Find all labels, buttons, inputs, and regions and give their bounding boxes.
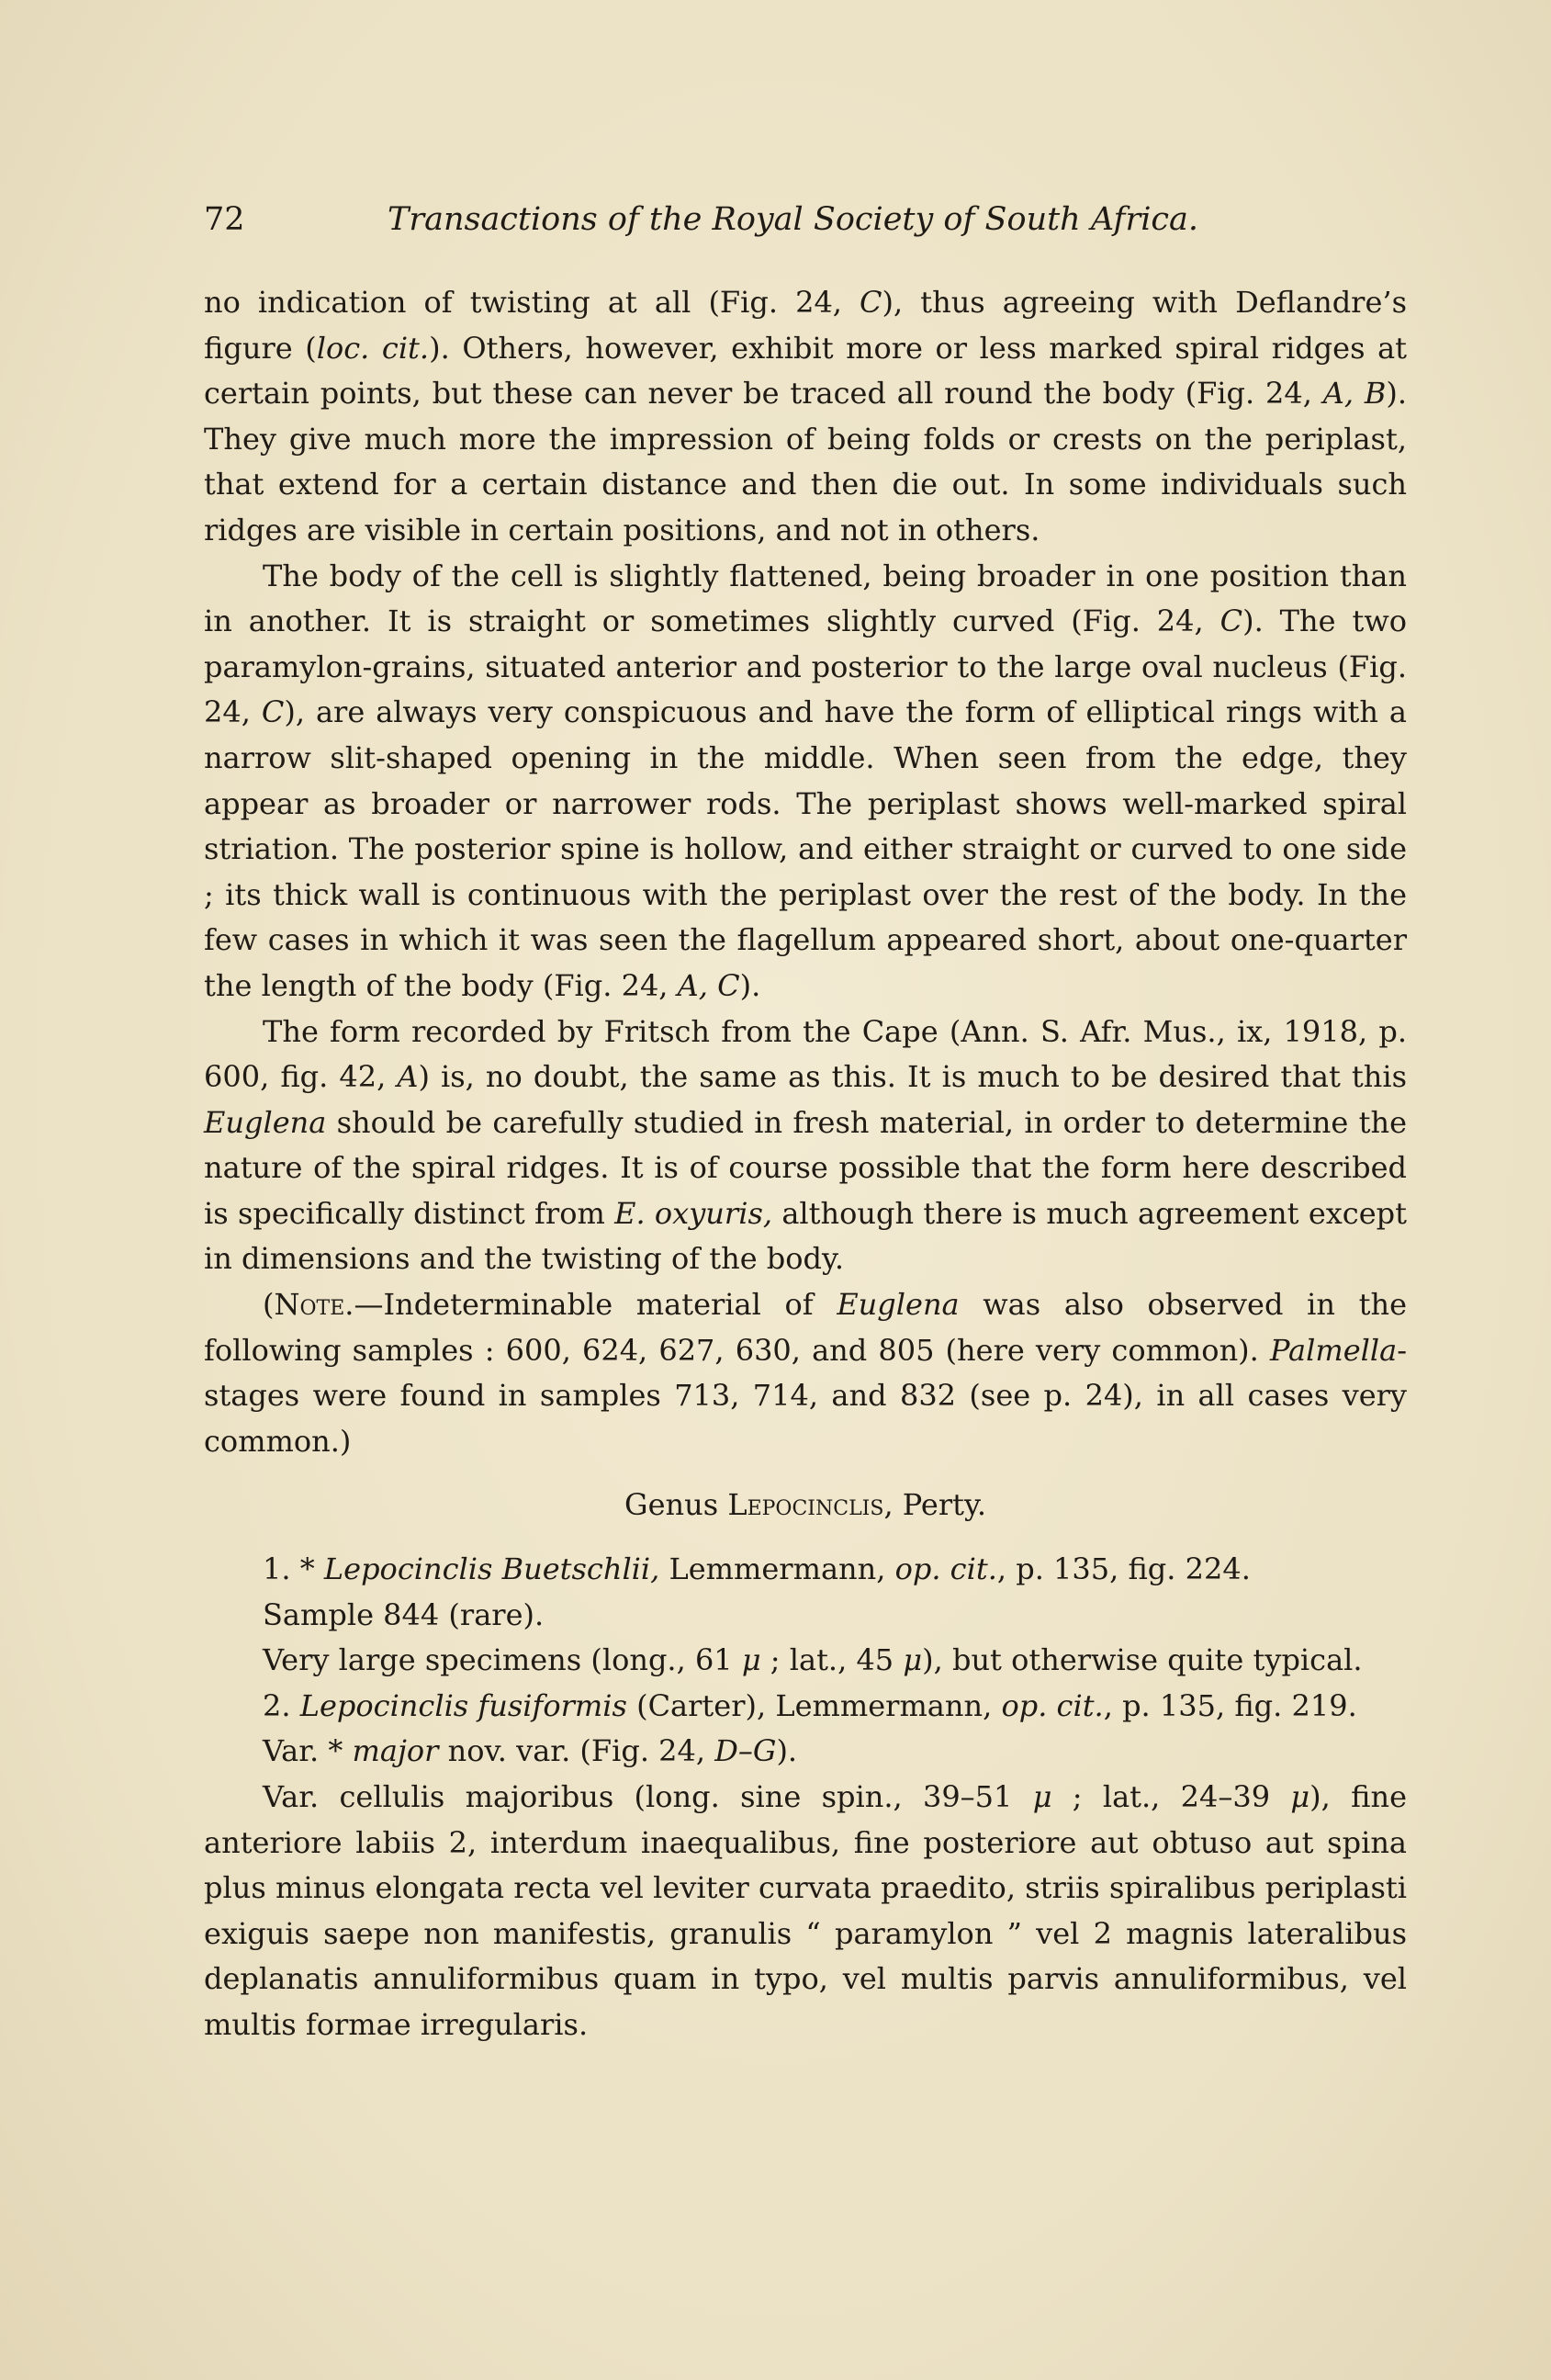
text-run: Genus [624, 1487, 728, 1523]
text-run: Var. * [263, 1733, 353, 1769]
text-body [204, 280, 1407, 2048]
text-run: was also observed in the following samples : 600, 624, 627, 630, and 805 (here very common). [204, 1287, 1408, 1368]
italic-run: Palmella [1269, 1332, 1398, 1368]
text-run: ( [263, 1287, 275, 1323]
running-title: Transactions of the Royal Society of South Africa. [388, 201, 1198, 238]
text-run: ) is, no doubt, the same as this. It is much to be desired that this [418, 1059, 1408, 1095]
text-run: should be carefully studied in fresh material, in order to determine the nature of the spiral ridges. It is of course possible that the form here described is specifically distinct from [204, 1104, 1407, 1231]
species-2-entry [204, 1684, 1407, 1730]
text-run: Lemmermann, [659, 1551, 895, 1587]
italic-run: loc. cit. [316, 330, 430, 366]
text-run: ). They give much more the impression of being folds or crests on the periplast, that extend for a certain distance and then die out. In some individuals such ridges are visible in certain positions, and not in others. [204, 376, 1408, 547]
text-run: ). [739, 967, 761, 1003]
mu-symbol: μ [741, 1642, 761, 1678]
italic-run: Lepocinclis Buetschlii, [323, 1551, 660, 1587]
italic-run: op. cit. [1001, 1687, 1104, 1723]
small-caps-run: Lepocinclis [727, 1487, 884, 1523]
variety-entry [204, 1729, 1407, 1775]
species-1-sample: Sample 844 (rare). [263, 1596, 545, 1632]
text-run: Var. cellulis majoribus (long. sine spin., 39–51 [263, 1779, 1033, 1814]
paragraph-1 [204, 280, 1407, 554]
text-run: Very large specimens (long., 61 [263, 1642, 742, 1678]
genus-heading [204, 1483, 1407, 1528]
italic-run: Lepocinclis fusiformis [299, 1687, 627, 1723]
text-run: .—Indeterminable material of [344, 1287, 837, 1323]
text-run: (Carter), Lemmermann, [626, 1687, 1002, 1723]
text-run: no indication of twisting at all (Fig. 24, [204, 285, 860, 320]
italic-run: Euglena [204, 1104, 327, 1140]
text-run: , p. 135, fig. 224. [996, 1551, 1251, 1587]
text-run: ), but otherwise quite typical. [922, 1642, 1363, 1678]
text-run: The form recorded by Fritsch from the Cape (Ann. S. Afr. Mus., ix, 1918, p. 600, fig. 42, [204, 1013, 1407, 1095]
text-run: The body of the cell is slightly flattened, being broader in one position than in another. It is straight or sometimes slightly curved (Fig. 24, [204, 558, 1407, 639]
italic-run: C [261, 694, 285, 730]
paragraph-2 [204, 554, 1407, 1010]
latin-diagnosis [204, 1775, 1407, 2048]
text-run: ), are always very conspicuous and have the form of elliptical rings with a narrow slit-shaped opening in the middle. When seen from the edge, they appear as broader or narrower rods. The periplast shows well-marked spiral striation. The posterior spine is hollow, and either straight or curved to one side ; its thick wall is continuous with the periplast over the rest of the body. In the few cases in which it was seen the flagellum appeared short, about one-quarter the length of the body (Fig. 24, [204, 694, 1408, 1003]
page-number: 72 [204, 201, 245, 238]
text-run: ; lat., 45 [760, 1642, 904, 1678]
text-run: ). Others, however, exhibit more or less marked spiral ridges at certain points, but these can never be traced all round the body (Fig. 24, [204, 330, 1408, 412]
mu-symbol: μ [1290, 1779, 1310, 1814]
italic-run: A, C [677, 967, 740, 1003]
italic-run: op. cit. [894, 1551, 997, 1587]
mu-symbol: μ [903, 1642, 923, 1678]
text-run: 1. * [263, 1551, 324, 1587]
text-run: , p. 135, fig. 219. [1103, 1687, 1357, 1723]
text-run: -stages were found in samples 713, 714, and 832 (see p. 24), in all cases very common.) [204, 1332, 1407, 1459]
text-run: ). The two paramylon-grains, situated anterior and posterior to the large oval nucleus (Fig. 24, [204, 603, 1408, 730]
text-run: 2. [263, 1687, 300, 1723]
text-run: ), fine anteriore labiis 2, interdum inaequalibus, fine posteriore aut obtuso aut spina plus minus elongata recta vel leviter curvata praedito, striis spiralibus periplasti exiguis saepe non manifestis, granulis “ paramylon ” vel 2 magnis lateralibus deplanatis annuliformibus quam in typo, vel multis parvis annuliformibus, vel multis formae irregularis. [204, 1779, 1408, 2042]
italic-run: C [1219, 603, 1243, 639]
italic-run: A [397, 1059, 419, 1095]
paragraph-3 [204, 1010, 1407, 1283]
italic-run: Euglena [837, 1287, 960, 1323]
species-1-description [204, 1638, 1407, 1684]
text-run: nov. var. (Fig. 24, [438, 1733, 715, 1769]
italic-run: major [352, 1733, 439, 1769]
running-header [204, 197, 1425, 243]
text-run: ). [776, 1733, 798, 1769]
text-run: although there is much agreement except in dimensions and the twisting of the body. [204, 1195, 1408, 1277]
note-paragraph [204, 1282, 1407, 1464]
text-run: ; lat., 24–39 [1051, 1779, 1291, 1814]
italic-run: A, B [1322, 376, 1387, 412]
italic-run: E. oxyuris, [614, 1195, 773, 1231]
mu-symbol: μ [1032, 1779, 1052, 1814]
species-1-entry [204, 1547, 1407, 1593]
text-run: ), thus agreeing with Deflandre’s figure ( [204, 285, 1407, 366]
italic-run: D–G [714, 1733, 777, 1769]
small-caps-run: Note [274, 1287, 345, 1323]
italic-run: C [860, 285, 882, 320]
text-run: , Perty. [883, 1487, 986, 1523]
